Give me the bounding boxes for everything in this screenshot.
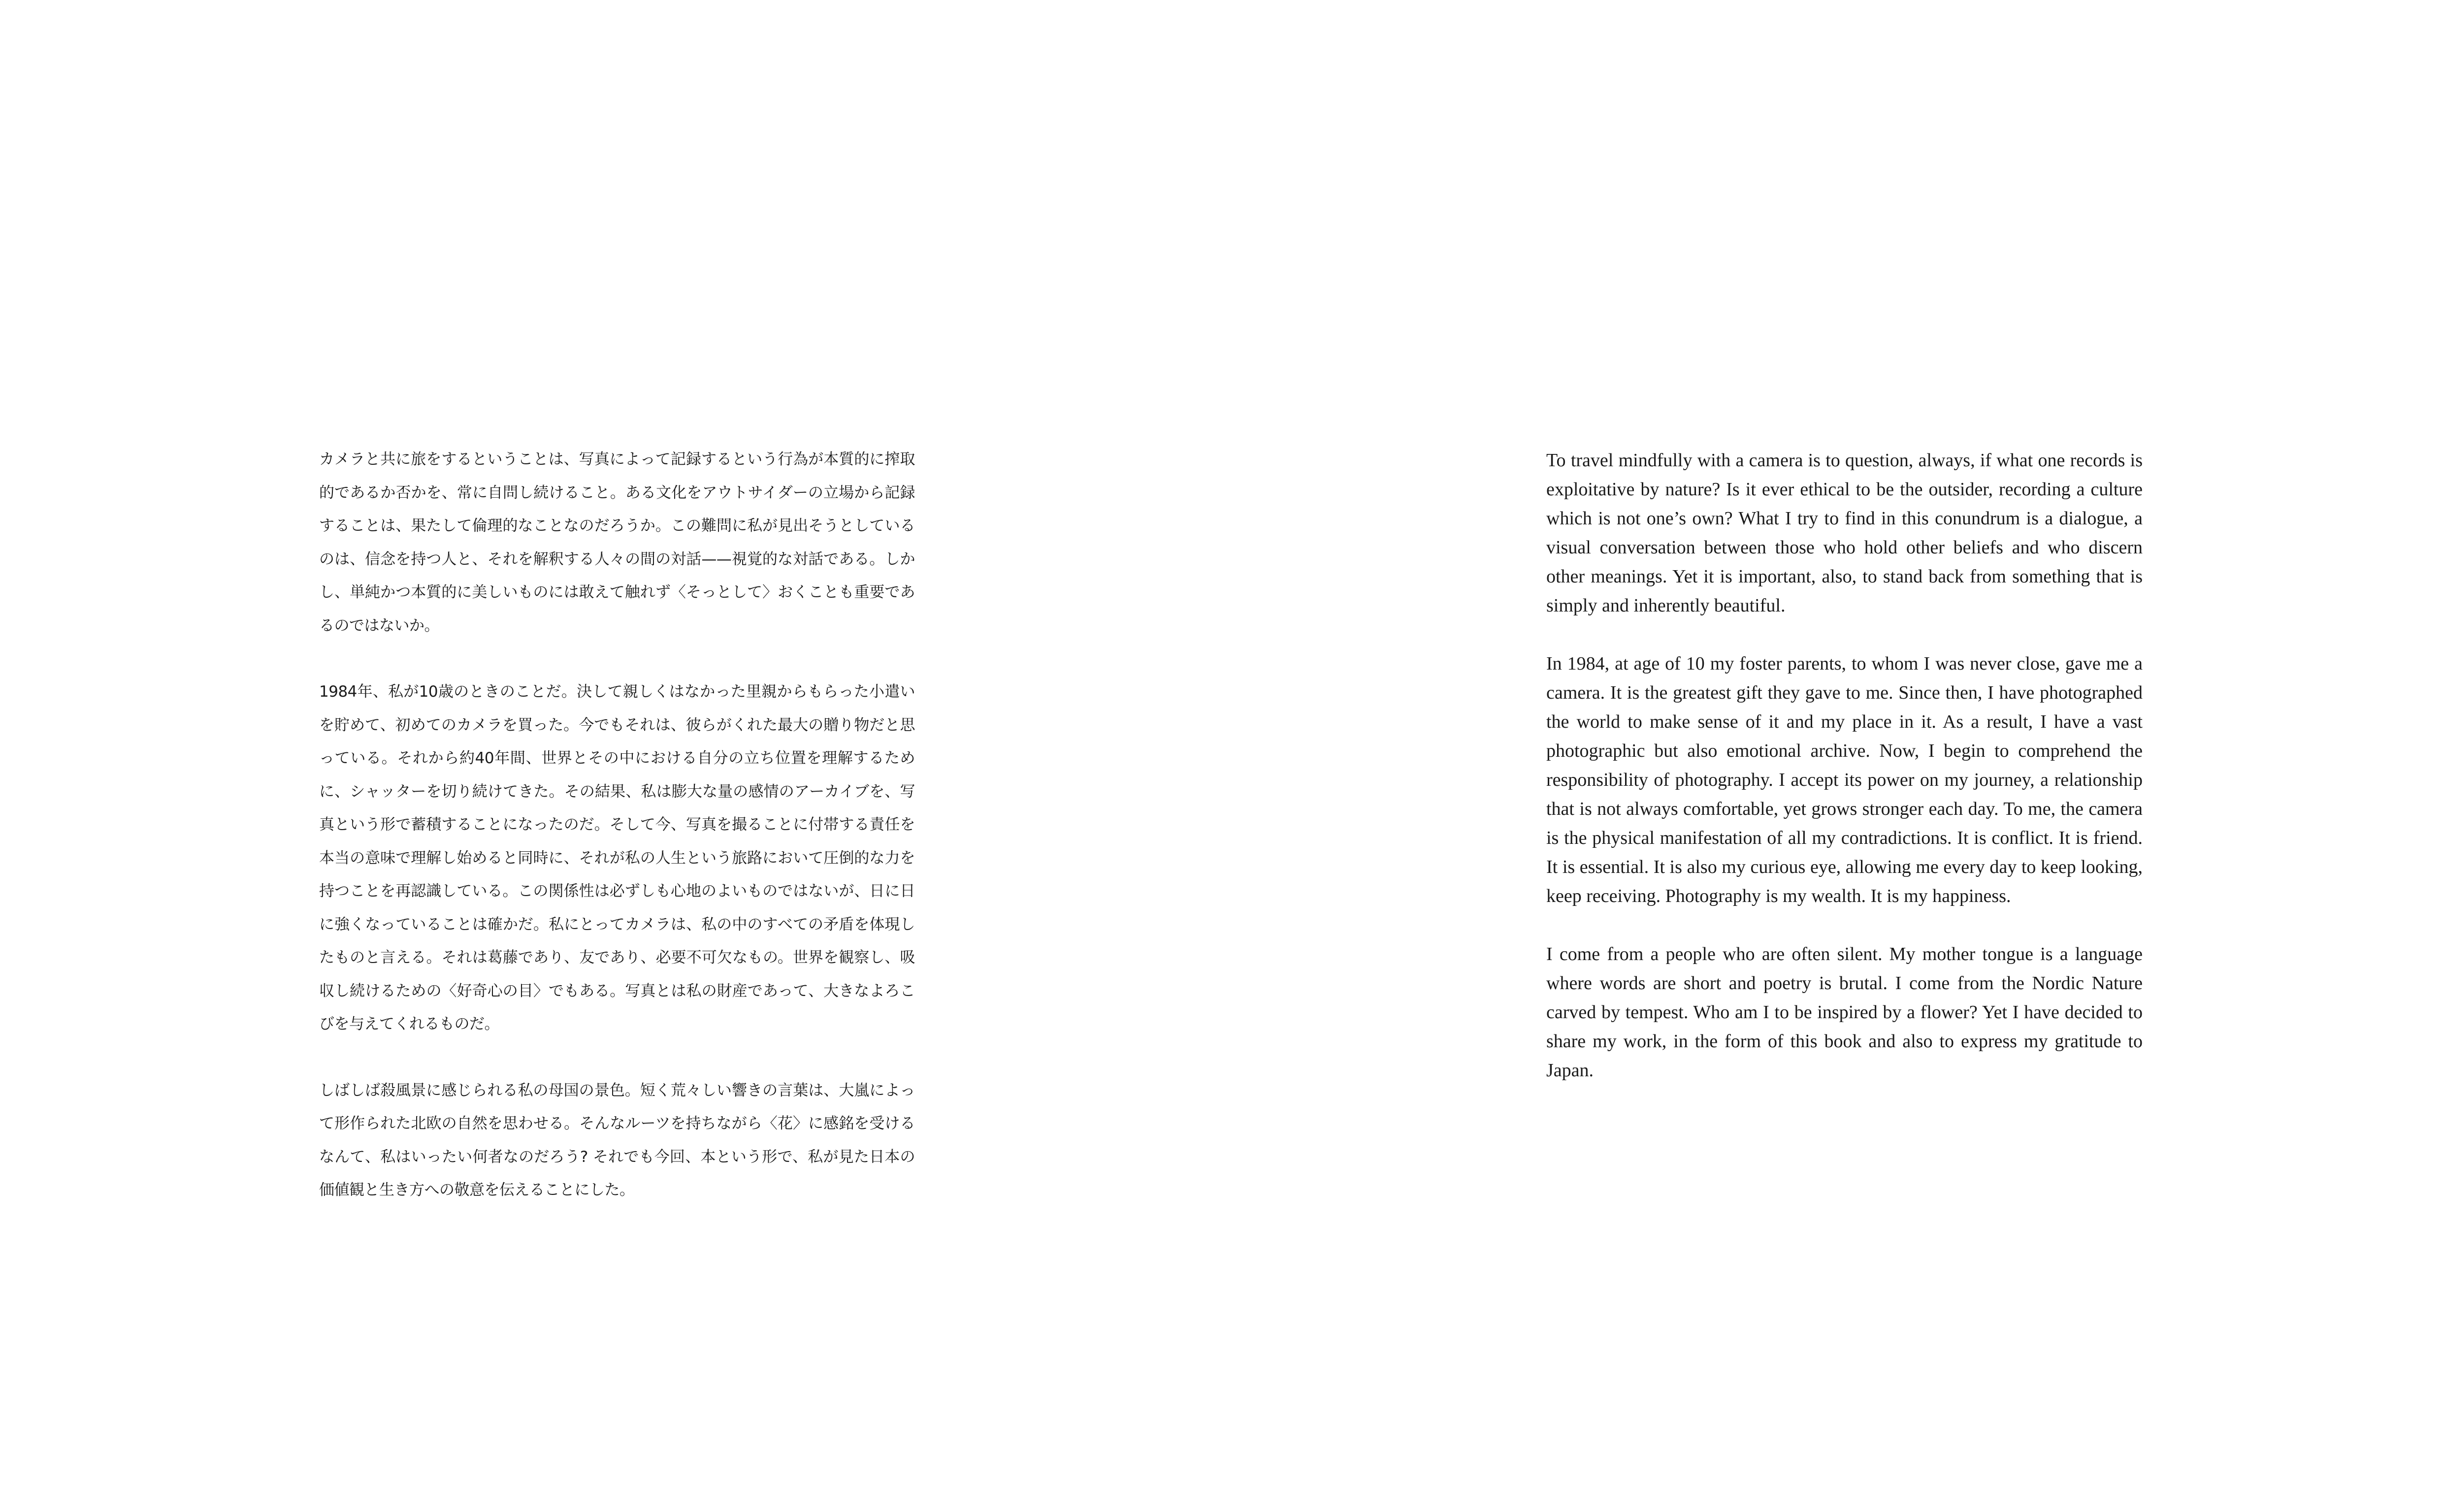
english-paragraph-3: I come from a people who are often silent. My mother tongue is a language where words are short and poetry is brutal. I come from the Nordic Nature carved by tempest. Who am I to be inspired by a flower? Yet I have decided to share my work, in the form of this book and also to express my gratitude to Japan.: [1546, 944, 2143, 1081]
english-paragraph-1: To travel mindfully with a camera is to question, always, if what one records is exploitative by nature? Is it ever ethical to be the outsider, recording a culture which is not one’s own? What I try to find in this conundrum is a dialogue, a visual conversation between those who hold other beliefs and who discern other meanings. Yet it is important, also, to stand back from something that is simply and inherently beautiful.: [1546, 450, 2143, 616]
english-paragraph-2: In 1984, at age of 10 my foster parents, to whom I was never close, gave me a camera. It is the greatest gift they gave to me. Since then, I have photographed the world to make sense of it and my place in it. As a result, I have a vast photographic but also emotional archive. Now, I begin to comprehend the responsibility of photography. I accept its power on my journey, a relationship that is not always comfortable, yet grows stronger each day. To me, the camera is the physical manifestation of all my contradictions. It is conflict. It is friend. It is essential. It is also my curious eye, allowing me every day to keep looking, keep receiving. Photography is my wealth. It is my happiness.: [1546, 653, 2143, 906]
japanese-text-column: [319, 443, 915, 1207]
japanese-paragraph-3: しばしば殺風景に感じられる私の母国の景色。短く荒々しい響きの言葉は、大嵐によって形作られた北欧の自然を思わせる。そんなルーツを持ちながら〈花〉に感銘を受けるなんて、私はいったい何者なのだろう? それでも今回、本という形で、私が見た日本の価値観と生き方への敬意を伝えることにした。: [319, 1081, 915, 1199]
english-text-column: [1546, 446, 2143, 1085]
japanese-paragraph-1: カメラと共に旅をするということは、写真によって記録するという行為が本質的に搾取的であるか否かを、常に自問し続けること。ある文化をアウトサイダーの立場から記録することは、果たして倫理的なことなのだろうか。この難問に私が見出そうとしているのは、信念を持つ人と、それを解釈する人々の間の対話——視覚的な対話である。しかし、単純かつ本質的に美しいものには敢えて触れず〈そっとして〉おくことも重要であるのではないか。: [319, 450, 915, 635]
right-page-english: [1222, 0, 2443, 1512]
japanese-paragraph-2: 1984年、私が10歳のときのことだ。決して親しくはなかった里親からもらった小遣いを貯めて、初めてのカメラを買った。今でもそれは、彼らがくれた最大の贈り物だと思っている。それから約40年間、世界とその中における自分の立ち位置を理解するために、シャッターを切り続けてきた。その結果、私は膨大な量の感情のアーカイブを、写真という形で蓄積することになったのだ。そして今、写真を撮ることに付帯する責任を本当の意味で理解し始めると同時に、それが私の人生という旅路において圧倒的な力を持つことを再認識している。この関係性は必ずしも心地のよいものではないが、日に日に強くなっていることは確かだ。私にとってカメラは、私の中のすべての矛盾を体現したものと言える。それは葛藤であり、友であり、必要不可欠なもの。世界を観察し、吸収し続けるための〈好奇心の目〉でもある。写真とは私の財産であって、大きなよろこびを与えてくれるものだ。: [319, 683, 915, 1033]
left-page-japanese: [0, 0, 1221, 1512]
